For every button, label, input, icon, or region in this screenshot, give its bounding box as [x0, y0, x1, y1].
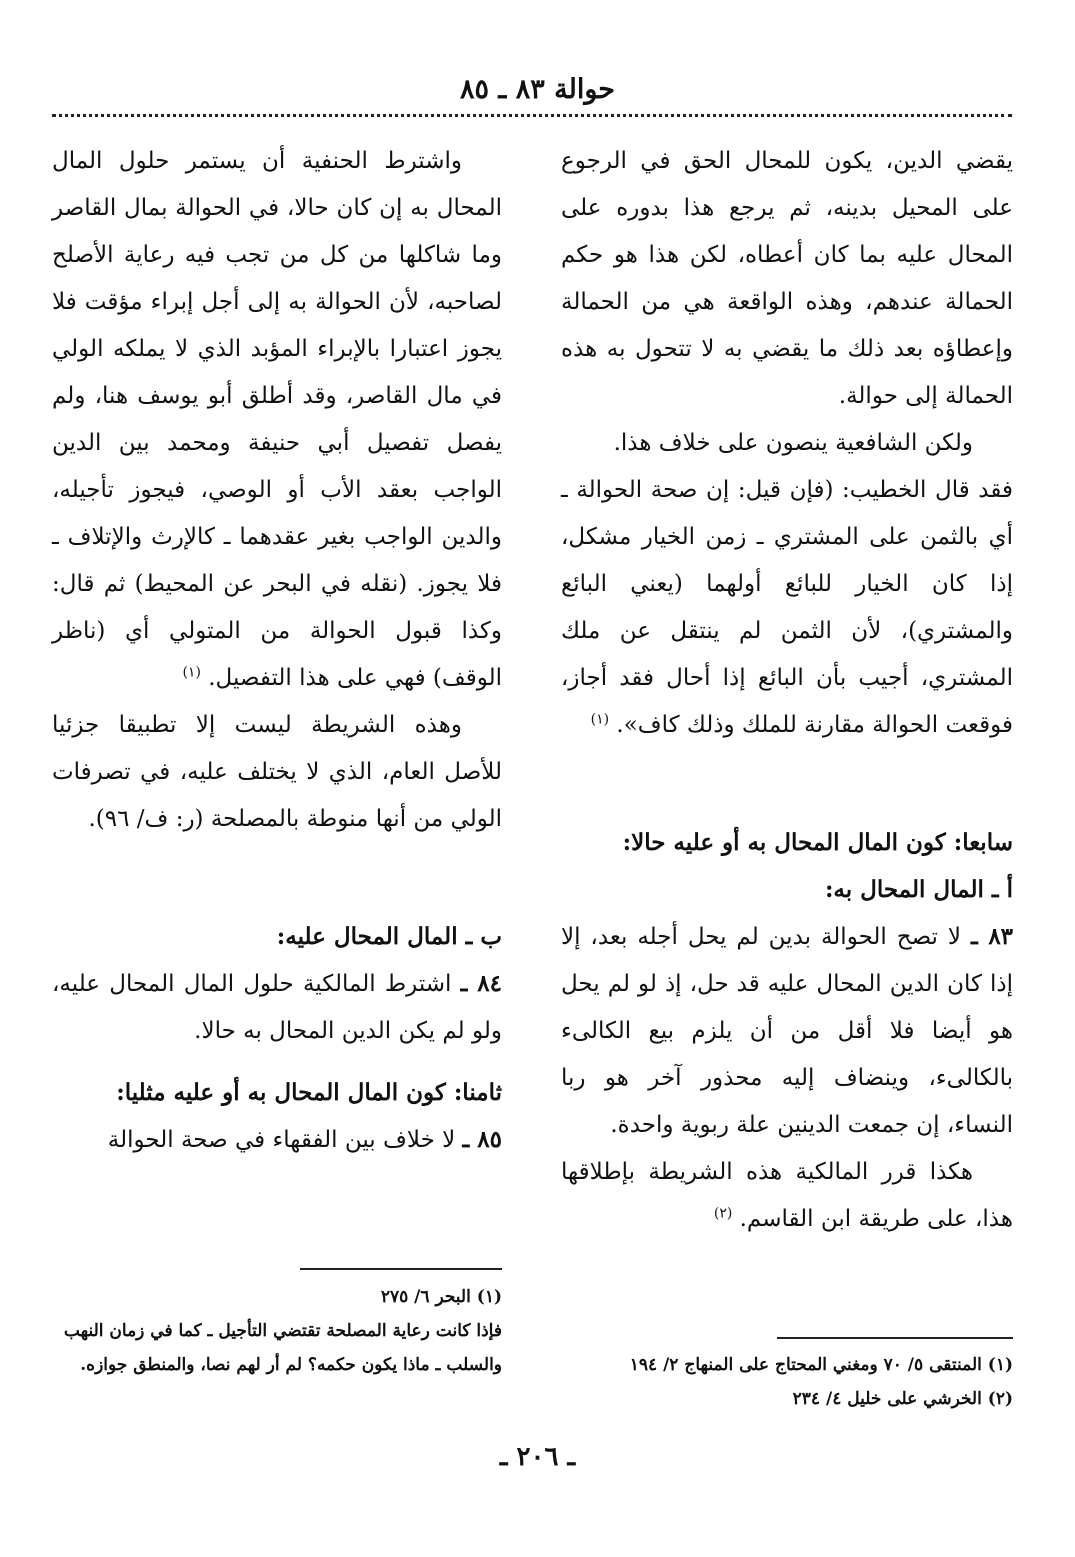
header-dotted-rule: [52, 114, 1012, 117]
numbered-paragraph: [52, 1116, 502, 1164]
paragraph-text: لا تصح الحوالة بدين لم يحل أجله بعد، إلا إذا كان الدين المحال عليه قد حل، إذ لو لم يحل هو أيضا فلا أقل من أن يلزم بيع الكالىء بالكالىء، وينضاف إليه محذور آخر هو ربا النساء، إن جمعت الدينين علة ربوية واحدة.: [561, 924, 1013, 1138]
footnote-marker: (١): [182, 664, 201, 681]
paragraph-text: فقد قال الخطيب: (فإن قيل: إن صحة الحوالة ـ أي بالثمن على المشتري ـ زمن الخيار مشكل، إذا كان الخيار للبائع أولهما (يعني البائع والمشتري)، لأن الثمن لم ينتقل عن ملك المشتري، أجيب بأن البائع إذا أحال فقد أجاز، فوقعت الحوالة مقارنة للملك وذلك كاف».: [561, 477, 1013, 738]
paragraph-number: ٨٥ ـ: [462, 1126, 502, 1153]
footnote-marker: (١): [590, 711, 610, 728]
footnote: (١) البحر ٦/ ٢٧٥: [380, 1287, 502, 1307]
footnotes-left: [52, 1280, 502, 1382]
footnote-rule: [777, 1337, 1013, 1339]
numbered-paragraph: [52, 960, 502, 1055]
paragraph: يقضي الدين، يكون للمحال الحق في الرجوع على المحيل بدينه، ثم يرجع هذا بدوره على المحال عليه بما كان أعطاه، لكن هذا هو حكم الحمالة عندهم، وهذه الواقعة هي من الحمالة وإعطاؤه بعد ذلك ما يقضي به لا تتحول به هذه الحمالة إلى حوالة.: [561, 148, 1013, 409]
numbered-paragraph: [561, 913, 1013, 1149]
paragraph: [52, 138, 502, 702]
paragraph: [561, 467, 1013, 749]
paragraph-number: ٨٤ ـ: [460, 970, 503, 997]
paragraph-number: ٨٣ ـ: [970, 923, 1014, 950]
subsection-heading: أ ـ المال المحال به:: [824, 876, 1013, 903]
section-heading: سابعا: كون المال المحال به أو عليه حالا:: [622, 829, 1013, 856]
footnotes-right: [561, 1348, 1013, 1416]
section-heading: ثامنا: كون المال المحال به أو عليه مثليا:: [116, 1079, 502, 1106]
paragraph-text: هكذا قرر المالكية هذه الشريطة بإطلاقها هذا، على طريقة ابن القاسم.: [561, 1159, 1013, 1232]
page-number: ـ ٢٠٦ ـ: [499, 1442, 576, 1472]
footnote: (٢) الخرشي على خليل ٤/ ٢٣٤: [792, 1389, 1013, 1409]
paragraph-text: لا خلاف بين الفقهاء في صحة الحوالة: [107, 1127, 456, 1153]
footnote-rule: [300, 1268, 502, 1270]
right-column: [561, 138, 1013, 1243]
footnote: (١) المنتقى ٥/ ٧٠ ومغني المحتاج على المنهاج ٢/ ١٩٤: [629, 1355, 1013, 1375]
paragraph: وهذه الشريطة ليست إلا تطبيقا جزئيا للأصل العام، الذي لا يختلف عليه، في تصرفات الولي من أنها منوطة بالمصلحة (ر: ف/ ٩٦).: [52, 712, 502, 832]
running-title: حوالة ٨٣ ـ ٨٥: [460, 74, 615, 105]
footnote: فإذا كانت رعاية المصلحة تقتضي التأجيل ـ كما في زمان النهب والسلب ـ ماذا يكون حكمه؟ لم أر لهم نصا، والمنطق جوازه.: [63, 1321, 502, 1375]
paragraph-text: واشترط الحنفية أن يستمر حلول المال المحال به إن كان حالا، في الحوالة بمال القاصر وما شاكلها من كل من تجب فيه رعاية الأصلح لصاحبه، لأن الحوالة به إلى أجل إبراء مؤقت فلا يجوز اعتبارا بالإبراء المؤبد الذي لا يملكه الولي في مال القاصر، وقد أطلق أبو يوسف هنا، ولم يفصل تفصيل أبي حنيفة ومحمد بين الدين الواجب بعقد الأب أو الوصي، فيجوز تأجيله، والدين الواجب بغير عقدهما ـ كالإرث والإتلاف ـ فلا يجوز. (نقله في البحر عن المحيط) ثم قال: وكذا قبول الحوالة من المتولي أي (ناظر الوقف) فهي على هذا التفصيل.: [52, 148, 502, 691]
paragraph: [561, 1149, 1013, 1243]
footnote-marker: (٢): [713, 1205, 733, 1222]
left-column: [52, 138, 502, 1164]
subsection-heading: ب ـ المال المحال عليه:: [276, 923, 502, 950]
paragraph: ولكن الشافعية ينصون على خلاف هذا.: [613, 430, 973, 456]
paragraph-text: اشترط المالكية حلول المال المحال عليه، ولو لم يكن الدين المحال به حالا.: [52, 971, 502, 1044]
